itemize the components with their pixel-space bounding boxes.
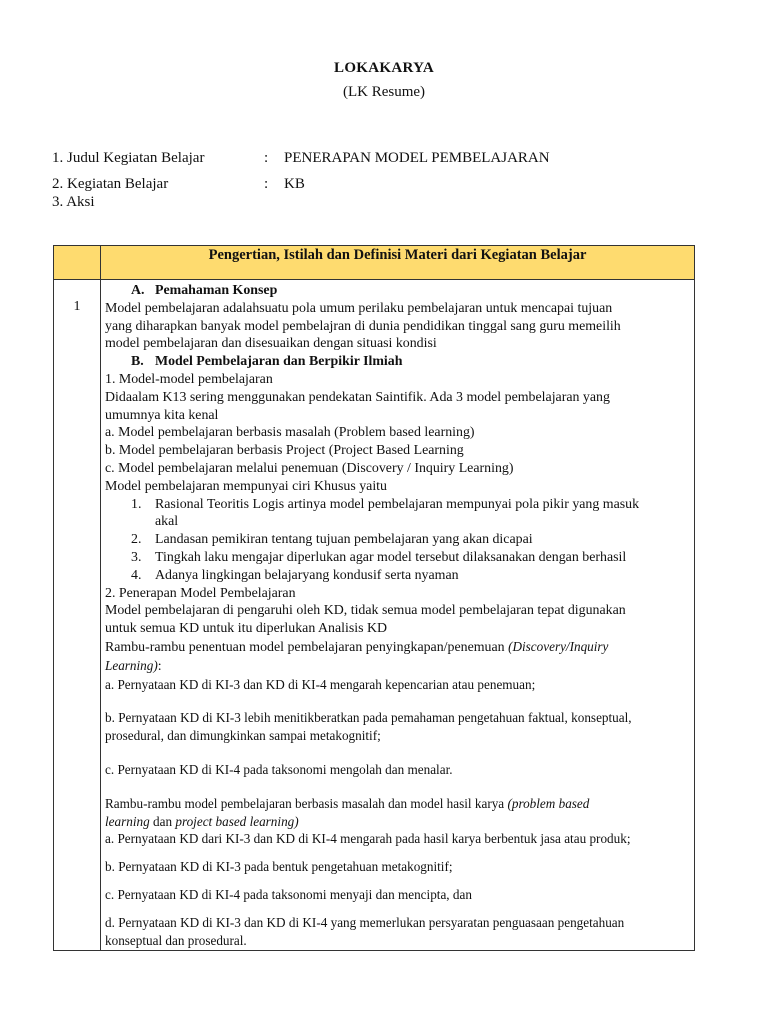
- meta-label: Kegiatan Belajar: [67, 176, 169, 192]
- paragraph-line: Model pembelajaran mempunyai ciri Khusus yaitu: [105, 478, 387, 494]
- subsection-title: 1. Model-model pembelajaran: [105, 371, 273, 387]
- section-b-heading: B. Model Pembelajaran dan Berpikir Ilmiah: [131, 354, 403, 370]
- list-item: a. Model pembelajaran berbasis masalah (Problem based learning): [105, 425, 475, 441]
- row-number: 1: [54, 280, 101, 951]
- section-a-line: yang diharapkan banyak model pembelajran di dunia pendidikan tinggal sang guru memeilih: [105, 318, 621, 334]
- list-item-cont: prosedural, dan dimungkinkan sampai metakognitif;: [105, 728, 381, 744]
- meta-label: Aksi: [66, 194, 95, 210]
- paragraph-line: Didaalam K13 sering menggunakan pendekatan Saintifik. Ada 3 model pembelajaran yang: [105, 389, 610, 405]
- section-a-line: Model pembelajaran adalahsuatu pola umum perilaku pembelajaran untuk mencapai tujuan: [105, 300, 613, 316]
- meta-value: PENERAPAN MODEL PEMBELAJARAN: [284, 150, 550, 166]
- rambu-heading-cont: Learning):: [105, 657, 162, 674]
- list-item: 4. Adanya lingkingan belajaryang kondusif serta nyaman: [131, 567, 459, 583]
- list-item: c. Model pembelajaran melalui penemuan (Discovery / Inquiry Learning): [105, 460, 514, 476]
- list-item: 1. Rasional Teoritis Logis artinya model pembelajaran mempunyai pola pikir yang masuk akal: [131, 496, 640, 530]
- table-row: [54, 280, 695, 951]
- paragraph-line: umumnya kita kenal: [105, 407, 219, 423]
- paragraph-line: untuk semua KD untuk itu diperlukan Analisis KD: [105, 621, 388, 637]
- meta-colon: :: [264, 150, 269, 166]
- rambu-heading: Rambu-rambu model pembelajaran berbasis masalah dan model hasil karya (problem based: [105, 795, 590, 811]
- section-a-heading: A. Pemahaman Konsep: [131, 283, 278, 298]
- section-a-line: model pembelajaran dan disesuaikan dengan situasi kondisi: [105, 336, 437, 352]
- meta-num: 1.: [52, 150, 64, 166]
- doc-title: LOKAKARYA: [334, 60, 434, 76]
- list-item: c. Pernyataan KD di KI-4 pada taksonomi menyaji dan mencipta, dan: [105, 886, 472, 902]
- doc-subtitle: (LK Resume): [342, 84, 426, 100]
- list-item: b. Model pembelajaran berbasis Project (Project Based Learning: [105, 443, 464, 459]
- list-item: a. Pernyataan KD di KI-3 dan KD di KI-4 mengarah kepencarian atau penemuan;: [105, 676, 536, 692]
- meta-num: 3.: [52, 194, 64, 210]
- list-item: 2. Landasan pemikiran tentang tujuan pembelajaran yang akan dicapai: [131, 532, 533, 548]
- content-table: [53, 245, 695, 951]
- row-content: [101, 280, 695, 951]
- meta-label: Judul Kegiatan Belajar: [67, 150, 205, 166]
- meta-num: 2.: [52, 176, 64, 192]
- list-item: d. Pernyataan KD di KI-3 dan KD di KI-4 yang memerlukan persyaratan penguasaan pengetahuan: [105, 914, 625, 930]
- meta-value: KB: [284, 176, 305, 192]
- rambu-heading-cont: learning dan project based learning): [105, 813, 299, 829]
- rambu-heading: Rambu-rambu penentuan model pembelajaran penyingkapan/penemuan (Discovery/Inquiry: [105, 638, 609, 655]
- subsection-title: 2. Penerapan Model Pembelajaran: [105, 585, 296, 601]
- meta-colon: :: [264, 176, 269, 192]
- list-item: b. Pernyataan KD di KI-3 lebih menitikberatkan pada pemahaman pengetahuan faktual, konseptual,: [105, 710, 632, 726]
- paragraph-line: Model pembelajaran di pengaruhi oleh KD, tidak semua model pembelajaran tepat digunakan: [105, 603, 626, 619]
- list-item: a. Pernyataan KD dari KI-3 dan KD di KI-4 mengarah pada hasil karya berbentuk jasa atau produk;: [105, 831, 631, 847]
- table-header: Pengertian, Istilah dan Definisi Materi dari Kegiatan Belajar: [101, 246, 695, 280]
- list-item: c. Pernyataan KD di KI-4 pada taksonomi mengolah dan menalar.: [105, 761, 453, 777]
- list-item: b. Pernyataan KD di KI-3 pada bentuk pengetahuan metakognitif;: [105, 859, 453, 875]
- table-header-row: [54, 246, 695, 280]
- list-item: 3. Tingkah laku mengajar diperlukan agar model tersebut dilaksanakan dengan berhasil: [131, 549, 627, 565]
- list-item-cont: konseptual dan prosedural.: [105, 932, 247, 948]
- header-number-cell: [54, 246, 101, 280]
